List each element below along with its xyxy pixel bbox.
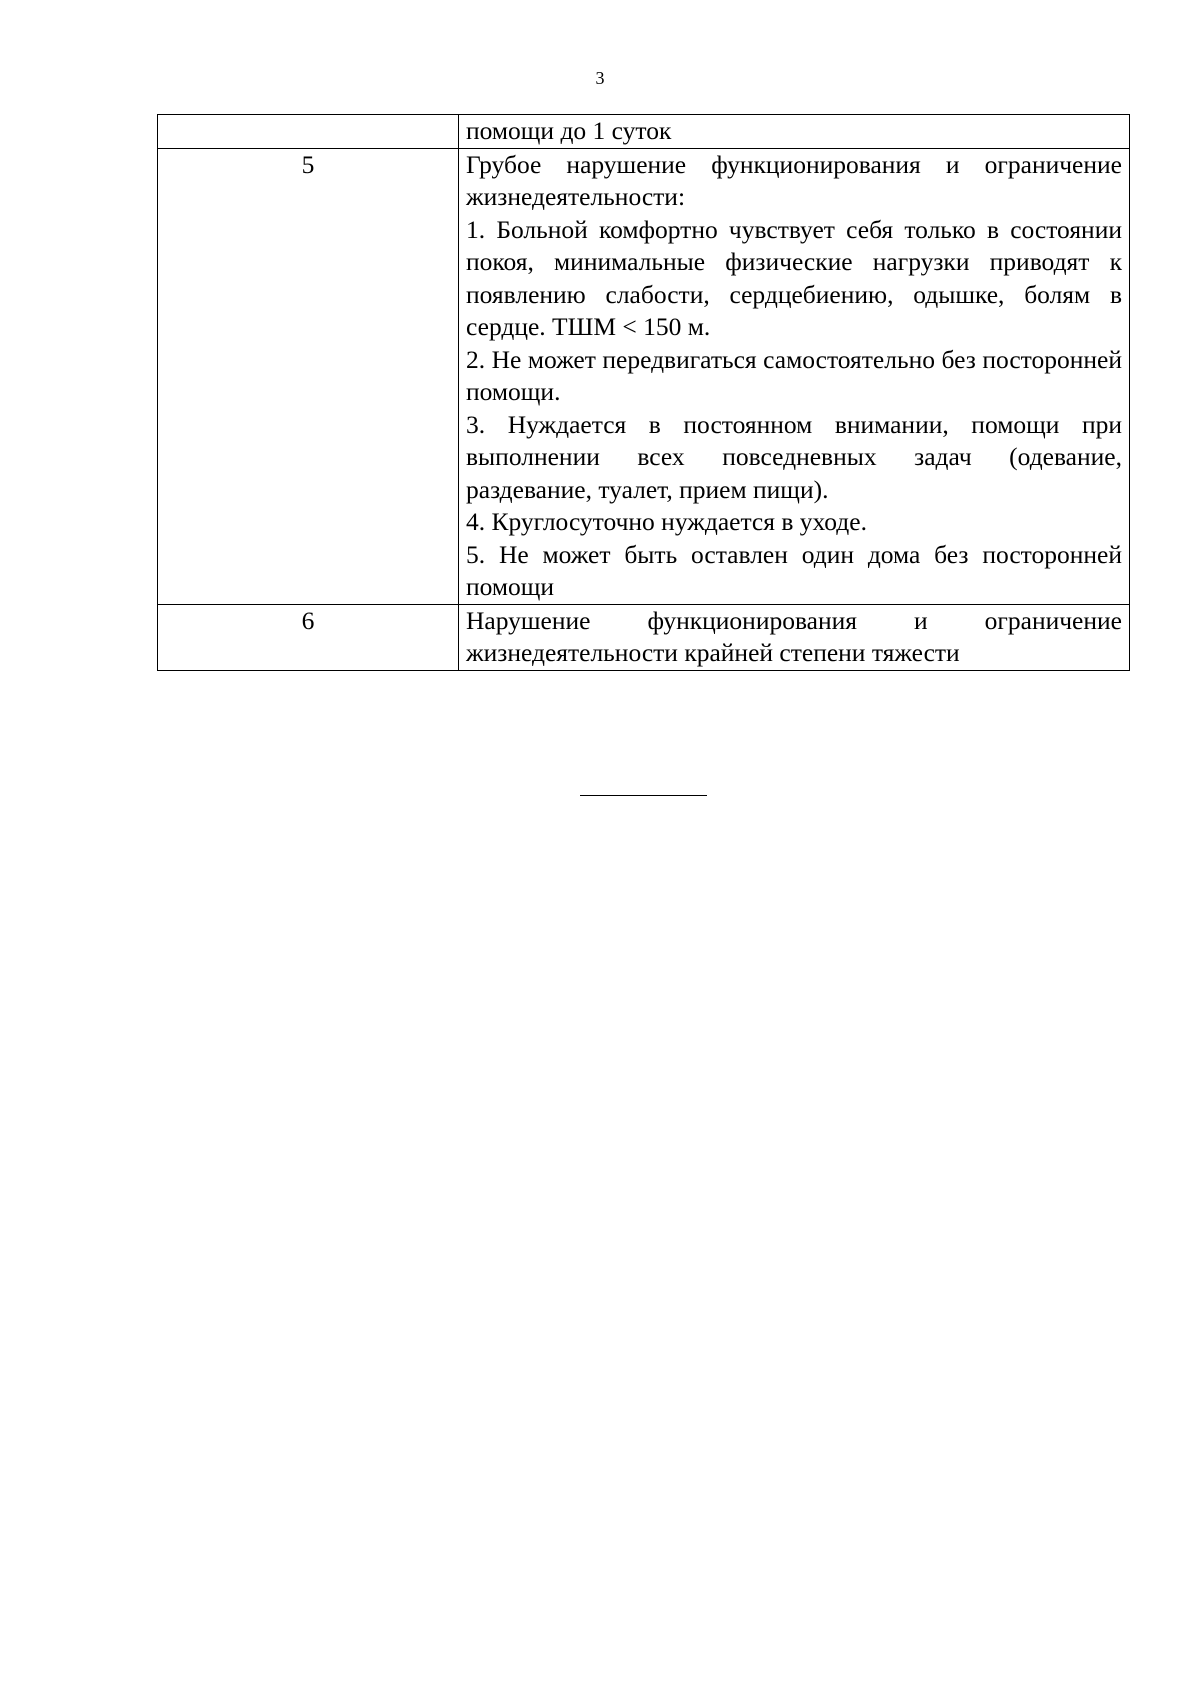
description-item: 2. Не может передвигаться самостоятельно без посторонней помощи. — [466, 344, 1122, 406]
table-row — [158, 604, 1130, 670]
description-paragraph: Нарушение функционирования и ограничение жизнедеятельности крайней степени тяжести — [466, 605, 1122, 667]
end-of-document-rule — [580, 795, 707, 796]
degree-cell: 6 — [158, 604, 459, 670]
description-item: 1. Больной комфортно чувствует себя только в состоянии покоя, минимальные физические нагрузки приводят к появлению слабости, сердцебиению, одышке, болям в сердце. ТШМ < 150 м. — [466, 214, 1122, 341]
description-cell — [459, 604, 1130, 670]
table-row — [158, 148, 1130, 604]
description-cell — [459, 148, 1130, 604]
description-heading: Грубое нарушение функционирования и ограничение жизнедеятельности: — [466, 149, 1122, 211]
description-cell — [459, 115, 1130, 149]
description-item: 3. Нуждается в постоянном внимании, помощи при выполнении всех повседневных задач (одевание, раздевание, туалет, прием пищи). — [466, 409, 1122, 504]
degree-cell — [158, 115, 459, 149]
description-paragraph: помощи до 1 суток — [466, 116, 672, 145]
table-row — [158, 115, 1130, 149]
page-number: 3 — [595, 68, 605, 88]
description-item: 5. Не может быть оставлен один дома без посторонней помощи — [466, 539, 1122, 601]
description-item: 4. Круглосуточно нуждается в уходе. — [466, 507, 867, 536]
disability-scale-table — [157, 114, 1130, 671]
degree-cell: 5 — [158, 148, 459, 604]
